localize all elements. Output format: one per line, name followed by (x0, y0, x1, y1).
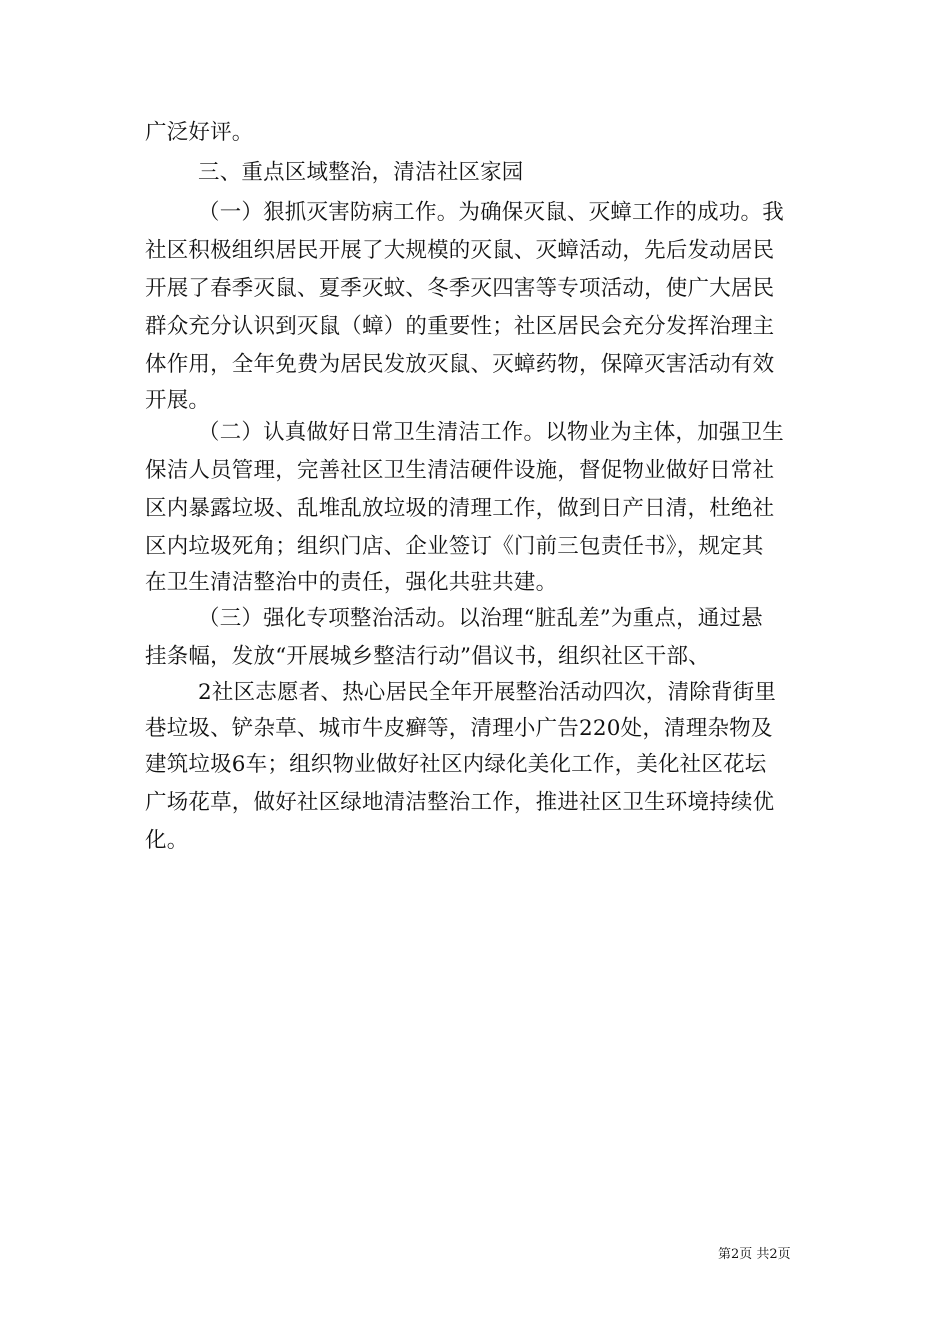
text-line: 区内垃圾死角；组织门店、企业签订《门前三包责任书》，规定其 (145, 534, 764, 559)
text-line: （二）认真做好日常卫生清洁工作。以物业为主体，加强卫生 (198, 420, 784, 445)
text-line: （三）强化专项整治活动。以治理“脏乱差”为重点，通过悬 (198, 606, 763, 631)
text-line: 体作用，全年免费为居民发放灭鼠、灭蟑药物，保障灭害活动有效 (145, 352, 775, 377)
section-heading: 三、重点区域整治，清洁社区家园 (198, 160, 524, 185)
page-footer: 第2页 共2页 (718, 1247, 791, 1262)
text-line: 广泛好评。 (145, 120, 254, 145)
text-line: 广场花草，做好社区绿地清洁整治工作，推进社区卫生环境持续优 (145, 790, 775, 815)
text-line: 建筑垃圾6车；组织物业做好社区内绿化美化工作，美化社区花坛 (145, 752, 767, 777)
text-line: 社区积极组织居民开展了大规模的灭鼠、灭蟑活动，先后发动居民 (145, 238, 775, 263)
text-line: 巷垃圾、铲杂草、城市牛皮癣等，清理小广告220处，清理杂物及 (145, 716, 773, 741)
text-line: 在卫生清洁整治中的责任，强化共驻共建。 (145, 570, 558, 595)
text-line: 化。 (145, 828, 189, 853)
text-line: 挂条幅，发放“开展城乡整洁行动”倡议书，组织社区干部、 (145, 644, 710, 669)
text-line: 保洁人员管理，完善社区卫生清洁硬件设施，督促物业做好日常社 (145, 458, 775, 483)
text-line: 2社区志愿者、热心居民全年开展整治活动四次，清除背街里 (198, 680, 777, 705)
text-line: （一）狠抓灭害防病工作。为确保灭鼠、灭蟑工作的成功。我 (198, 200, 784, 225)
text-line: 群众充分认识到灭鼠（蟑）的重要性；社区居民会充分发挥治理主 (145, 314, 775, 339)
text-line: 区内暴露垃圾、乱堆乱放垃圾的清理工作，做到日产日清，杜绝社 (145, 496, 775, 521)
text-line: 开展。 (145, 388, 211, 413)
text-line: 开展了春季灭鼠、夏季灭蚊、冬季灭四害等专项活动，使广大居民 (145, 276, 775, 301)
